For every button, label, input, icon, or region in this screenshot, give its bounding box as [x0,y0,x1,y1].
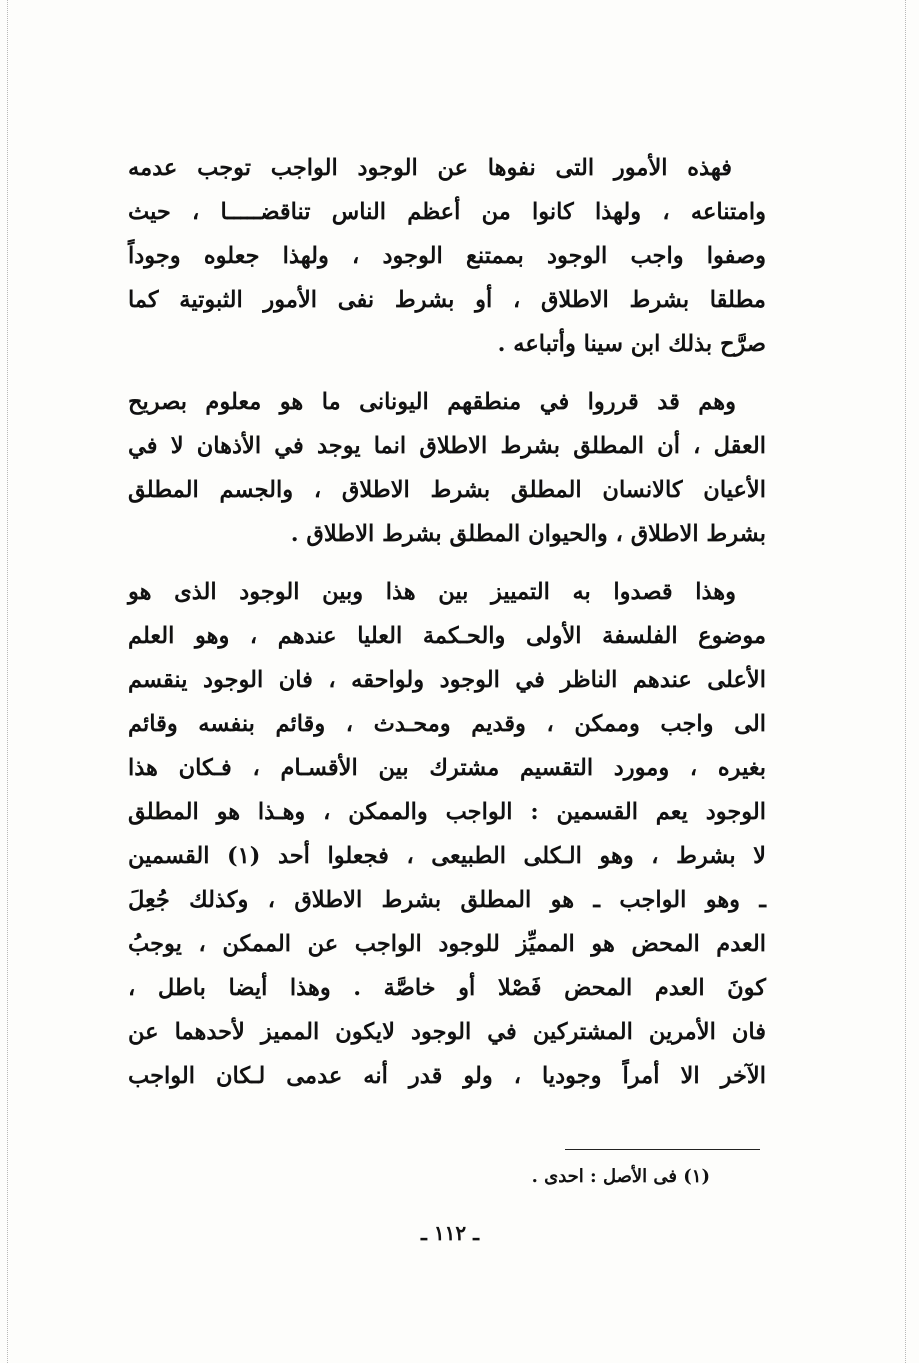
text-line: العقل ، أن المطلق بشرط الاطلاق انما يوجد في الأذهان لا في [128,433,766,459]
text-line: كونَ العدم المحض فَصْلا أو خاصَّة . وهذا أيضا باطل ، [128,975,766,1001]
text-line: الى واجب وممكن ، وقديم ومحـدث ، وقائم بنفسه وقائم [128,711,766,737]
text-line: الوجود يعم القسمين : الواجب والممكن ، وهـذا هو المطلق [128,799,766,825]
text-line: فان الأمرين المشتركين في الوجود لايكون المميز لأحدهما عن [128,1019,766,1045]
main-text [128,146,766,1098]
text-line: صرَّح بذلك ابن سينا وأتباعه . [497,331,766,357]
text-line: وهم قد قرروا في منطقهم اليونانى ما هو معلوم بصريح [128,389,736,415]
text-line: الأعلى عندهم الناظر في الوجود ولواحقه ، فان الوجود ينقسم [128,667,766,693]
text-line: وامتناعه ، ولهذا كانوا من أعظم الناس تناقضـــــا ، حيث [128,199,766,225]
text-line: الأعيان كالانسان المطلق بشرط الاطلاق ، والجسم المطلق [128,477,766,503]
text-line: بشرط الاطلاق ، والحيوان المطلق بشرط الاطلاق . [290,521,766,547]
text-line: لا بشرط ، وهو الـكلى الطبيعى ، فجعلوا أحد (١) القسمين [128,843,766,869]
text-line: وهذا قصدوا به التمييز بين هذا وبين الوجود الذى هو [128,579,736,605]
footnote-separator [565,1149,760,1150]
paragraph-2 [128,380,766,556]
paragraph-1 [128,146,766,366]
scan-edge-right [905,0,906,1363]
page-number: ـ ١١٢ ـ [421,1221,479,1245]
text-line: مطلقا بشرط الاطلاق ، أو بشرط نفى الأمور الثبوتية كما [128,287,766,313]
text-line: العدم المحض هو المميِّز للوجود الواجب عن الممكن ، يوجبُ [128,931,766,957]
text-line: الآخر الا أمراً وجوديا ، ولو قدر أنه عدمى لـكان الواجب [128,1063,766,1089]
text-line: فهذه الأمور التى نفوها عن الوجود الواجب توجب عدمه [128,155,732,181]
paragraph-3 [128,570,766,1098]
text-line: ـ وهو الواجب ـ هو المطلق بشرط الاطلاق ، وكذلك جُعِلَ [128,887,766,913]
text-line: موضوع الفلسفة الأولى والحـكمة العليا عندهم ، وهو العلم [128,623,766,649]
text-line: بغيره ، ومورد التقسيم مشترك بين الأقسـام ، فـكان هذا [128,755,766,781]
scan-edge-left [7,0,8,1363]
footnote: (١) فى الأصل : احدى . [531,1166,710,1187]
text-line: وصفوا واجب الوجود بممتنع الوجود ، ولهذا جعلوه وجوداً [128,243,766,269]
